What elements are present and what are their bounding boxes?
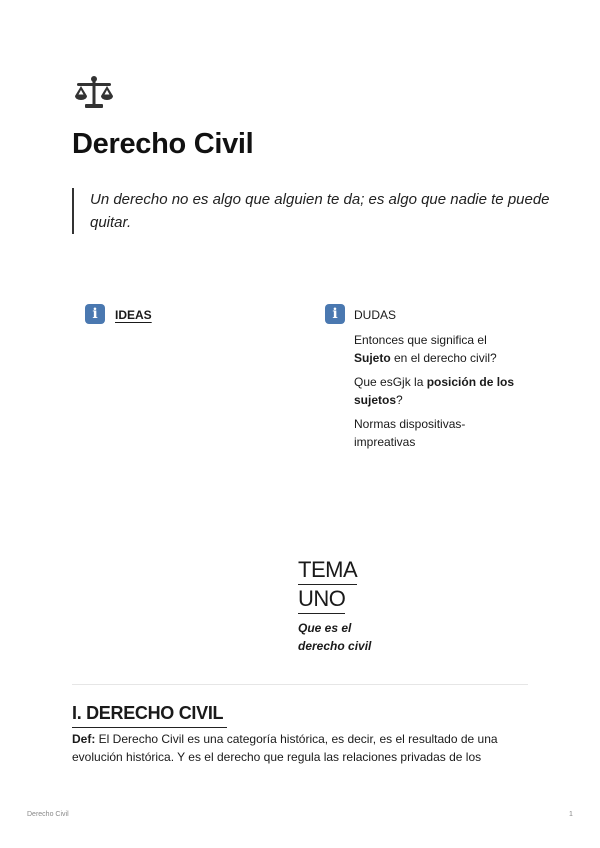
tema-subtitle: Que es el derecho civil <box>298 621 372 653</box>
footer-title: Derecho Civil <box>27 811 69 818</box>
tema-line: TEMA <box>298 556 357 585</box>
dudas-list <box>354 331 524 457</box>
divider <box>72 684 528 685</box>
ideas-heading: IDEAS <box>115 308 152 322</box>
tema-line: UNO <box>298 585 345 614</box>
dudas-item: Normas dispositivas-impreativas <box>354 417 466 449</box>
page-title: Derecho Civil <box>72 128 254 160</box>
scales-icon <box>74 74 114 114</box>
section-heading: I. DERECHO CIVIL <box>72 703 227 728</box>
tema-title <box>298 556 357 614</box>
info-icon: i <box>325 304 345 324</box>
definition-paragraph: Def: El Derecho Civil es una categoría histórica, es decir, es el resultado de una evolución histórica. Y es el derecho que regula las relaciones privadas de los <box>72 732 498 764</box>
page-number: 1 <box>569 811 573 818</box>
dudas-item: Entonces que significa el Sujeto en el derecho civil? <box>354 333 497 365</box>
info-icon: i <box>85 304 105 324</box>
dudas-heading: DUDAS <box>354 308 397 322</box>
dudas-item: Que esGjk la posición de los sujetos? <box>354 375 515 407</box>
quote-block: Un derecho no es algo que alguien te da; es algo que nadie te puede quitar. <box>72 188 550 234</box>
